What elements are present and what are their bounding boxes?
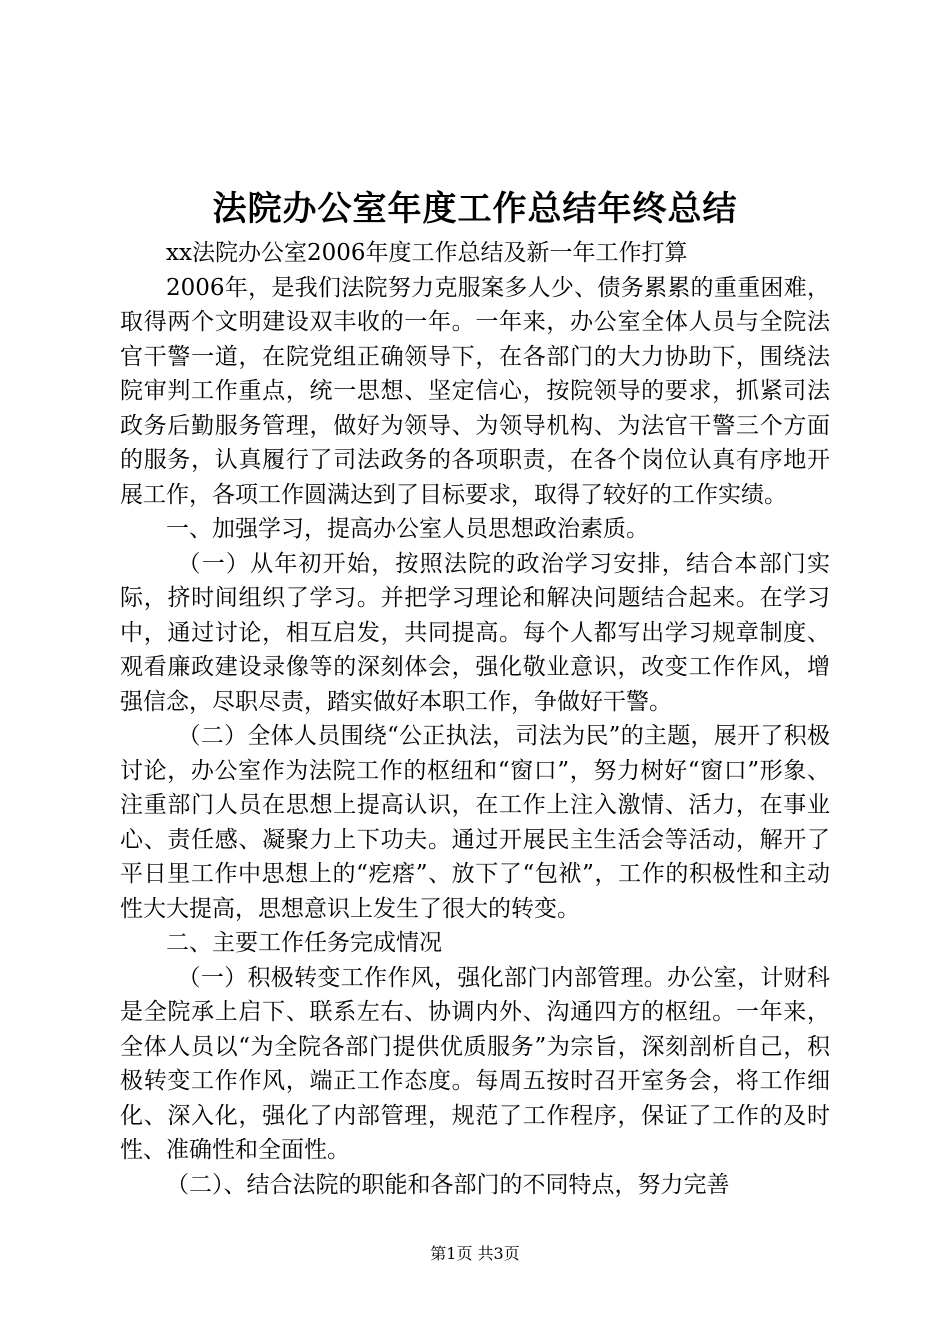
intro-paragraph: 2006年，是我们法院努力克服案多人少、债务累累的重重困难，取得两个文明建设双丰收的一年。一年来，办公室全体人员与全院法官干警一道，在院党组正确领导下，在各部门的大力协助下，围绕法院审判工作重点，统一思想、坚定信心，按院领导的要求，抓紧司法政务后勤服务管理，做好为领导、为领导机构、为法官干警三个方面的服务，认真履行了司法政务的各项职责，在各个岗位认真有序地开展工作，各项工作圆满达到了目标要求，取得了较好的工作实绩。 (120, 274, 830, 508)
page-footer: 第1页 共3页 (430, 1244, 520, 1263)
subsection-paragraph-2-1: （一）积极转变工作作风，强化部门内部管理。办公室，计财科是全院承上启下、联系左右、协调内外、沟通四方的枢纽。一年来，全体人员以“为全院各部门提供优质服务”为宗旨，深刻剖析自己，积极转变工作作风，端正工作态度。每周五按时召开室务会，将工作细化、深入化，强化了内部管理，规范了工作程序，保证了工作的及时性、准确性和全面性。 (120, 964, 830, 1163)
subsection-paragraph-2-2: （二）、结合法院的职能和各部门的不同特点，努力完善 (166, 1171, 730, 1198)
subtitle-paragraph: xx法院办公室2006年度工作总结及新一年工作打算 (166, 240, 688, 266)
document-title: 法院办公室年度工作总结年终总结 (212, 189, 738, 229)
document-body (120, 236, 830, 1202)
section-heading-1: 一、加强学习，提高办公室人员思想政治素质。 (166, 516, 649, 542)
section-heading-2: 二、主要工作任务完成情况 (166, 930, 442, 956)
subsection-paragraph-1-1: （一）从年初开始，按照法院的政治学习安排，结合本部门实际，挤时间组织了学习。并把学习理论和解决问题结合起来。在学习中，通过讨论，相互启发，共同提高。每个人都写出学习规章制度、观看廉政建设录像等的深刻体会，强化敬业意识，改变工作作风，增强信念，尽职尽责，踏实做好本职工作，争做好干警。 (120, 550, 830, 715)
subsection-paragraph-1-2: （二）全体人员围绕“公正执法，司法为民”的主题，展开了积极讨论，办公室作为法院工作的枢纽和“窗口”，努力树好“窗口”形象、注重部门人员在思想上提高认识，在工作上注入激情、活力，在事业心、责任感、凝聚力上下功夫。通过开展民主生活会等活动，解开了平日里工作中思想上的“疙瘩”、放下了“包袱”，工作的积极性和主动性大大提高，思想意识上发生了很大的转变。 (120, 723, 830, 922)
